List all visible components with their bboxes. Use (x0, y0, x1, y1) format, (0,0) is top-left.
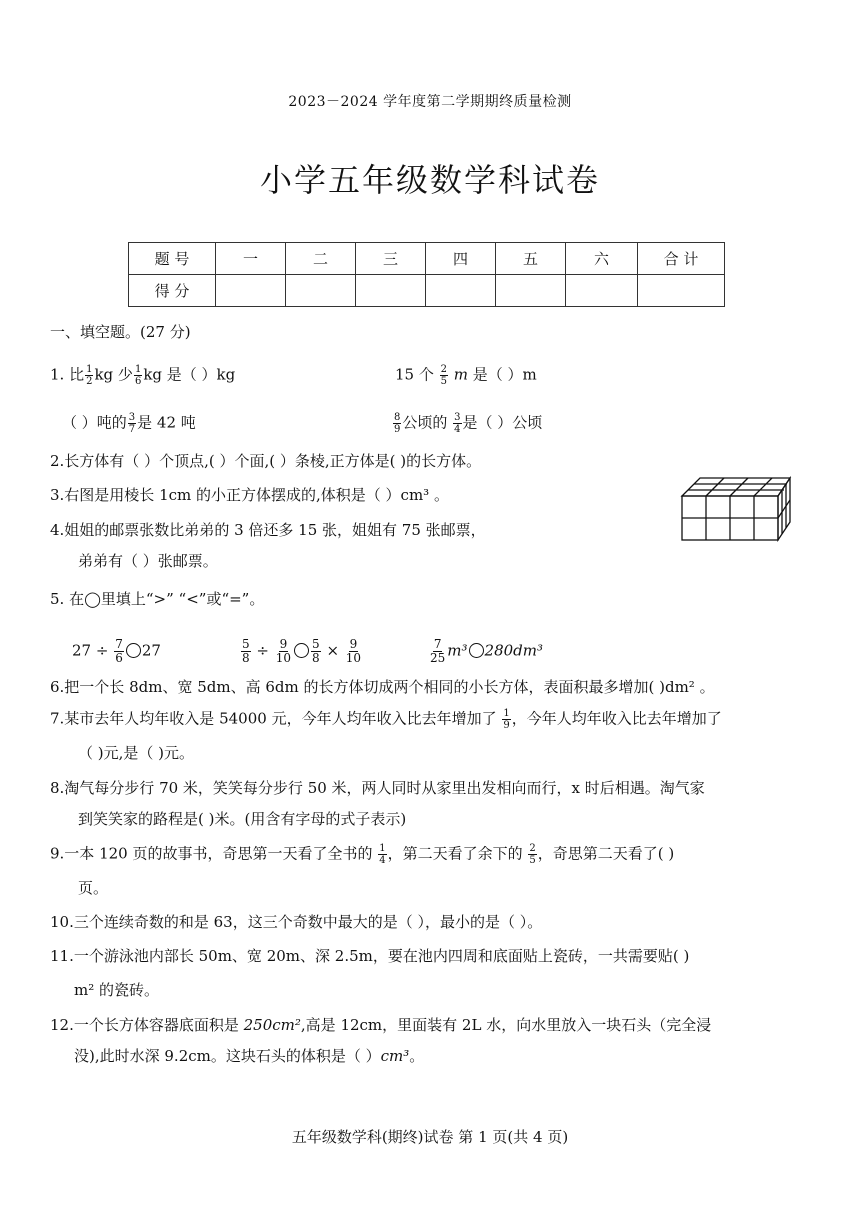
q9-line2: 页。 (78, 879, 109, 897)
q5-instruction: 5. 在◯里填上“>” “<”或“=”。 (50, 590, 265, 608)
q7-line2: （ )元,是（ )元。 (78, 744, 195, 762)
q1c (62, 412, 196, 435)
score-table (128, 242, 725, 307)
score-header-cell: 一 (216, 243, 286, 275)
q1c-frac: $\frac{3}{7}$ (128, 412, 136, 435)
section1-heading: 一、填空题。(27 分) (50, 323, 191, 341)
score-cell[interactable] (566, 275, 638, 307)
q1b-frac: $\frac{2}{5}$ (440, 364, 447, 387)
q12-text2: ,高是 12cm，里面装有 2L 水，向水里放入一块石头（完全浸 (300, 1016, 712, 1034)
q12-value: 250 (243, 1016, 273, 1034)
q5c (428, 638, 543, 665)
q7-frac: $\frac{1}{9}$ (503, 708, 510, 731)
q1c-text2: 是 42 吨 (137, 413, 196, 432)
score-header-cell: 三 (356, 243, 426, 275)
q12-line1 (50, 1015, 711, 1035)
score-row-label: 得 分 (129, 275, 216, 307)
compare-circle[interactable] (126, 643, 141, 658)
q9-text3: ，奇思第二天看了( ) (537, 844, 675, 863)
q8-line1: 8.淘气每分步行 70 米，笑笑每分步行 50 米，两人同时从家里出发相向而行，x 时后相遇。淘气家 (50, 779, 705, 797)
q12-unit: cm² (272, 1016, 301, 1034)
q12-text3: 没),此时水深 9.2cm。这块石头的体积是（ ） (74, 1047, 381, 1065)
page-footer: 五年级数学科(期终)试卷 第 1 页(共 4 页) (291, 1128, 569, 1146)
q5b-frac3: $\frac{5}{8}$ (312, 637, 320, 665)
q5a-text: 27 ÷ (72, 641, 114, 660)
q1a-frac1: $\frac{1}{2}$ (86, 364, 93, 387)
q1b-text2: 是（ ）m (468, 365, 537, 384)
q8-line2: 到笑笑家的路程是( )米。(用含有字母的式子表示) (78, 810, 407, 828)
q5c-unit1: m³ (447, 641, 468, 660)
score-header-cell: 二 (286, 243, 356, 275)
q5a (72, 638, 161, 665)
q12-text: 12.一个长方体容器底面积是 (50, 1016, 244, 1034)
score-header-cell: 六 (566, 243, 638, 275)
compare-circle[interactable] (469, 643, 484, 658)
compare-circle[interactable] (294, 643, 309, 658)
q5b-frac1: $\frac{5}{8}$ (242, 637, 250, 665)
q1b-text: 15 个 (395, 365, 439, 384)
exam-title: 小学五年级数学科试卷 (259, 161, 600, 199)
score-cell[interactable] (216, 275, 286, 307)
q1a-frac2: $\frac{1}{6}$ (134, 364, 142, 387)
q9-frac1: $\frac{1}{4}$ (379, 843, 386, 866)
score-header-cell: 五 (496, 243, 566, 275)
q1d-frac2: $\frac{3}{4}$ (454, 412, 461, 435)
q5c-unit2: dm³ (513, 641, 544, 660)
q9-text: 9.一本 120 页的故事书，奇思第一天看了全书的 (50, 844, 378, 863)
q12-text4: 。 (409, 1047, 425, 1065)
score-header-cell: 四 (426, 243, 496, 275)
q1b-unit: m (453, 365, 469, 384)
q7-text2: ，今年人均年收入比去年增加了 (511, 709, 722, 728)
exam-subtitle: 2023－2024 学年度第二学期期终质量检测 (288, 94, 572, 110)
q1a-text3: kg 是（ ）kg (143, 365, 236, 384)
q12-line2 (74, 1046, 424, 1066)
score-cell[interactable] (356, 275, 426, 307)
q1d-frac1: $\frac{8}{9}$ (394, 412, 401, 435)
score-header-cell: 题 号 (129, 243, 216, 275)
q7-line1 (50, 708, 722, 731)
q1d (392, 412, 542, 435)
q1a (50, 364, 235, 387)
q1a-text: 1. 比 (50, 365, 85, 384)
q1c-text: （ ）吨的 (62, 413, 127, 432)
q5a-text2: 27 (141, 641, 161, 660)
q1d-text2: 是（ ）公顷 (462, 413, 543, 432)
q12-unit2: cm³ (380, 1047, 410, 1065)
q5b (240, 638, 363, 665)
q5b-frac2: $\frac{9}{10}$ (275, 637, 292, 665)
score-cell[interactable] (286, 275, 356, 307)
q4-line2: 弟弟有（ ）张邮票。 (78, 552, 218, 570)
score-table-header-row (129, 243, 725, 275)
q3: 3.右图是用棱长 1cm 的小正方体摆成的,体积是（ ）cm³ 。 (50, 486, 449, 504)
q5b-op1: ÷ (251, 641, 274, 660)
q11-line1: 11.一个游泳池内部长 50m、宽 20m、深 2.5m，要在池内四周和底面贴上瓷砖，一共需要贴( ) (50, 947, 690, 965)
q10: 10.三个连续奇数的和是 63，这三个奇数中最大的是（ ），最小的是（ ）。 (50, 913, 543, 931)
q2: 2.长方体有（ ）个顶点,( ）个面,( ）条棱,正方体是( )的长方体。 (50, 452, 482, 470)
q1d-text: 公顷的 (402, 413, 453, 432)
q5b-op2: × (321, 641, 344, 660)
q9-frac2: $\frac{2}{5}$ (529, 843, 536, 866)
q5c-frac: $\frac{7}{25}$ (430, 637, 446, 665)
score-cell[interactable] (426, 275, 496, 307)
score-table-score-row (129, 275, 725, 307)
q6: 6.把一个长 8dm、宽 5dm、高 6dm 的长方体切成两个相同的小长方体，表面积最多增加( )dm² 。 (50, 678, 715, 696)
q5a-frac: $\frac{7}{6}$ (115, 637, 123, 665)
q7-text: 7.某市去年人均年收入是 54000 元，今年人均年收入比去年增加了 (50, 709, 502, 728)
score-header-cell: 合 计 (638, 243, 725, 275)
q11-line2: m² 的瓷砖。 (74, 981, 160, 999)
q9-text2: ，第二天看了余下的 (387, 844, 528, 863)
q9-line1 (50, 843, 674, 866)
q1a-text2: kg 少 (94, 365, 133, 384)
q1b (395, 364, 537, 387)
cube-figure (676, 472, 796, 544)
score-cell[interactable] (496, 275, 566, 307)
q4-line1: 4.姐姐的邮票张数比弟弟的 3 倍还多 15 张，姐姐有 75 张邮票， (50, 521, 486, 539)
score-cell[interactable] (638, 275, 725, 307)
q5c-value: 280 (484, 641, 514, 660)
q5b-frac4: $\frac{9}{10}$ (345, 637, 362, 665)
